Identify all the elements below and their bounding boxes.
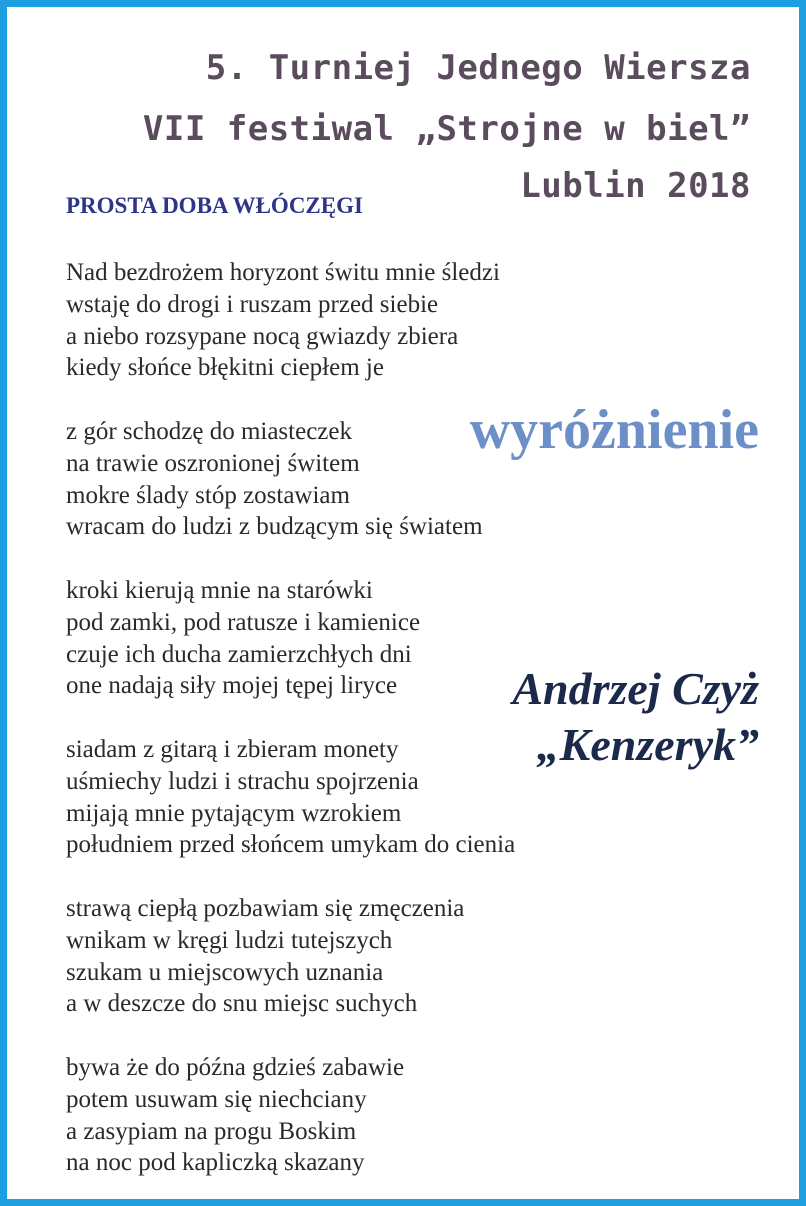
poem-stanza — [66, 1052, 515, 1179]
poem-line: wnikam w kręgi ludzi tutejszych — [66, 926, 393, 954]
poem-line: siadam z gitarą i zbieram monety — [66, 735, 399, 763]
poem-line: czuje ich ducha zamierzchłych dni — [66, 640, 412, 668]
author-pseudonym: „Kenzeryk” — [536, 719, 759, 770]
poem-line: Nad bezdrożem horyzont świtu mnie śledzi — [66, 259, 500, 286]
poem-line: kroki kierują mnie na starówki — [66, 576, 373, 604]
poem-line: a zasypiam na progu Boskim — [66, 1117, 357, 1145]
author-block — [512, 661, 759, 773]
poem-line: a w deszcze do snu miejsc suchych — [66, 990, 418, 1018]
poem-line: południem przed słońcem umykam do cienia — [66, 831, 516, 859]
poem-line: z gór schodzę do miasteczek — [66, 417, 352, 445]
poem-line: szukam u miejscowych uznania — [66, 958, 384, 986]
poem-stanza — [66, 893, 515, 1020]
poem-title: PROSTA DOBA WŁÓCZĘGI — [66, 193, 363, 218]
poem-stanza — [66, 416, 515, 543]
award-label: wyróżnienie — [469, 399, 759, 461]
poem-line: mijają mnie pytającym wzrokiem — [66, 799, 402, 827]
poem-line: one nadają siły mojej tępej liryce — [66, 672, 398, 700]
poem-line: na noc pod kapliczką skazany — [66, 1149, 365, 1177]
poem-line: a niebo rozsypane nocą gwiazdy zbiera — [66, 322, 459, 350]
poem-line: uśmiechy ludzi i strachu spojrzenia — [66, 767, 419, 795]
poem-line: bywa że do późna gdzieś zabawie — [66, 1053, 405, 1081]
poem-body — [66, 257, 515, 1179]
header-competition: 5. Turniej Jednego Wiersza — [205, 48, 751, 88]
header-festival: VII festiwal „Strojne w biel” — [142, 109, 751, 149]
poem-line: pod zamki, pod ratusze i kamienice — [66, 608, 421, 636]
poem-line: mokre ślady stóp zostawiam — [66, 481, 350, 509]
poem-line: strawą ciepłą pozbawiam się zmęczenia — [66, 894, 465, 922]
header-place-year: Lublin 2018 — [520, 166, 751, 206]
poem-line: potem usuwam się niechciany — [66, 1085, 367, 1113]
author-name: Andrzej Czyż — [512, 663, 759, 714]
poem-stanza — [66, 734, 515, 861]
poem-stanza — [66, 575, 515, 702]
poem-line: na trawie oszronionej świtem — [66, 449, 360, 477]
poem-line: wracam do ludzi z budzącym się światem — [66, 513, 483, 541]
poem-stanza — [66, 257, 515, 384]
poem-line: kiedy słońce błękitni ciepłem je — [66, 354, 384, 382]
poem-line: wstaję do drogi i ruszam przed siebie — [66, 290, 439, 318]
